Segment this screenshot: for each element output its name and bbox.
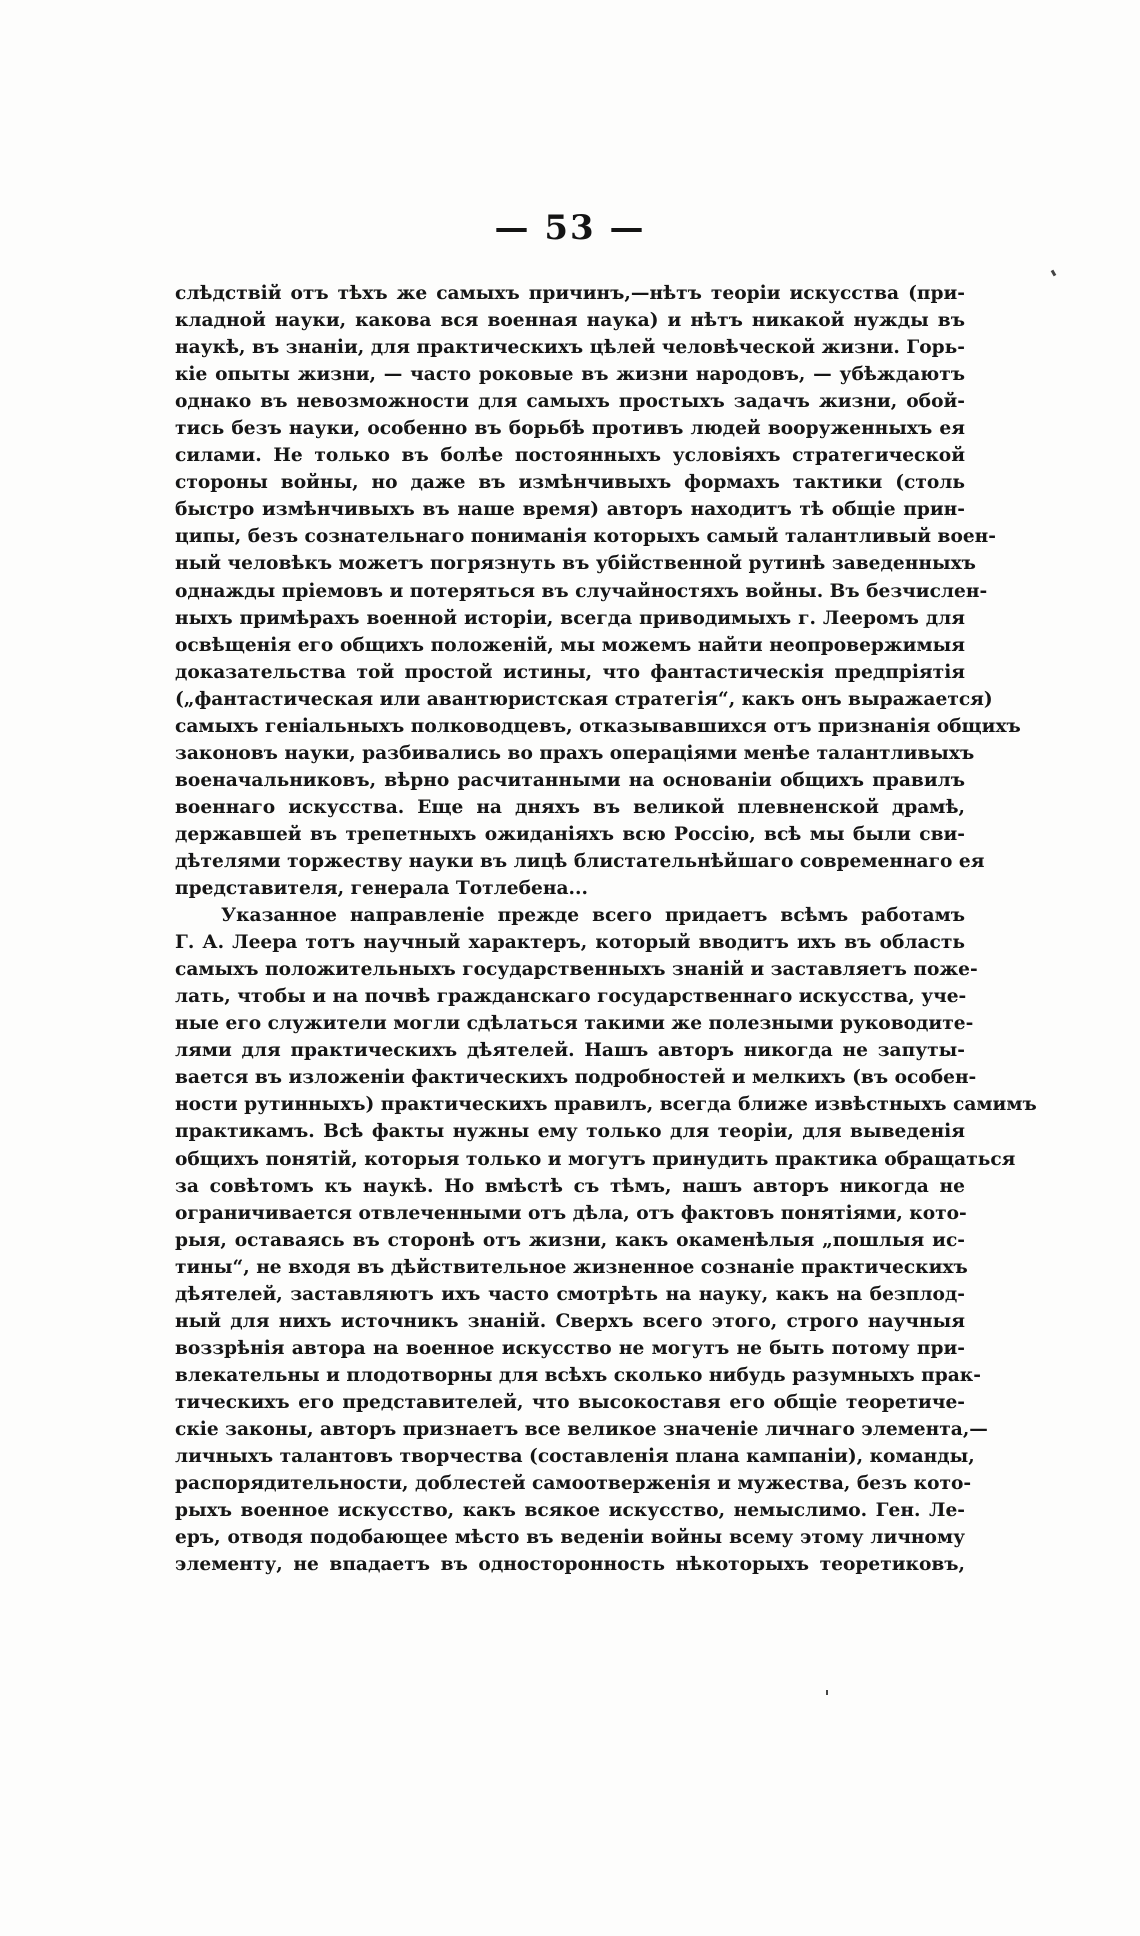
text-line: Г. А. Леера тотъ научный характеръ, который вводитъ ихъ въ область bbox=[175, 932, 965, 954]
text-line: воззрѣнія автора на военное искусство не могутъ не быть потому при- bbox=[175, 1337, 965, 1359]
text-line: ныхъ примѣрахъ военной исторіи, всегда приводимыхъ г. Лееромъ для bbox=[175, 607, 965, 629]
text-line: тись безъ науки, особенно въ борьбѣ противъ людей вооруженныхъ ея bbox=[175, 418, 965, 440]
text-line: силами. Не только въ болѣе постоянныхъ условіяхъ стратегической bbox=[175, 445, 965, 467]
text-line: („фантастическая или авантюристская стратегія“, какъ онъ выражается) bbox=[175, 688, 993, 710]
text-line: дѣтелями торжеству науки въ лицѣ блистательнѣйшаго современнаго ея bbox=[175, 850, 985, 872]
text-line: военнаго искусства. Еще на дняхъ въ великой плевненской драмѣ, bbox=[175, 796, 965, 818]
text-line: лать, чтобы и на почвѣ гражданскаго государственнаго искусства, уче- bbox=[175, 986, 967, 1008]
text-line: кіе опыты жизни, — часто роковые въ жизни народовъ, — убѣждаютъ bbox=[175, 364, 965, 386]
text-line: ности рутинныхъ) практическихъ правилъ, всегда ближе извѣстныхъ самимъ bbox=[175, 1094, 1037, 1116]
text-line: ный человѣкъ можетъ погрязнуть въ убійственной рутинѣ заведенныхъ bbox=[175, 553, 976, 575]
text-line: за совѣтомъ къ наукѣ. Но вмѣстѣ съ тѣмъ, нашъ авторъ никогда не bbox=[175, 1175, 965, 1197]
text-line: общихъ понятій, которыя только и могутъ принудить практика обращаться bbox=[175, 1148, 1016, 1170]
text-line: самыхъ положительныхъ государственныхъ знаній и заставляетъ поже- bbox=[175, 959, 978, 981]
scan-speck bbox=[1051, 270, 1057, 277]
text-line: доказательства той простой истины, что фантастическія предпріятія bbox=[175, 661, 965, 683]
text-line: однажды пріемовъ и потеряться въ случайностяхъ войны. Въ безчислен- bbox=[175, 580, 988, 602]
text-line: Указанное направленіе прежде всего придаетъ всѣмъ работамъ bbox=[221, 905, 965, 927]
text-line: державшей въ трепетныхъ ожиданіяхъ всю Россію, всѣ мы были сви- bbox=[175, 823, 965, 845]
text-line: однако въ невозможности для самыхъ простыхъ задачъ жизни, обой- bbox=[175, 391, 965, 413]
text-line: стороны войны, но даже въ измѣнчивыхъ формахъ тактики (столь bbox=[175, 472, 965, 494]
text-line: влекательны и плодотворны для всѣхъ сколько нибудь разумныхъ прак- bbox=[175, 1364, 981, 1386]
text-line: рыя, оставаясь въ сторонѣ отъ жизни, какъ окаменѣлыя „пошлыя ис- bbox=[175, 1229, 965, 1251]
text-line: ные его служители могли сдѣлаться такими же полезными руководите- bbox=[175, 1013, 974, 1035]
page-number: — 53 — bbox=[494, 208, 646, 248]
text-line: наукѣ, въ знаніи, для практическихъ цѣлей человѣческой жизни. Горь- bbox=[175, 337, 965, 359]
text-line: вается въ изложеніи фактическихъ подробностей и мелкихъ (въ особен- bbox=[175, 1067, 977, 1089]
text-line: ограничивается отвлеченными отъ дѣла, отъ фактовъ понятіями, кото- bbox=[175, 1202, 967, 1224]
text-line: быстро измѣнчивыхъ въ наше время) авторъ находитъ тѣ общіе прин- bbox=[175, 499, 965, 521]
text-line: скіе законы, авторъ признаетъ все великое значеніе личнаго элемента,— bbox=[175, 1418, 988, 1440]
text-line: законовъ науки, разбивались во прахъ операціями менѣе талантливыхъ bbox=[175, 742, 975, 764]
text-line: ципы, безъ сознательнаго пониманія которыхъ самый талантливый воен- bbox=[175, 526, 997, 548]
text-line: тическихъ его представителей, что высокоставя его общіе теоретиче- bbox=[175, 1391, 965, 1413]
text-line: тины“, не входя въ дѣйствительное жизненное сознаніе практическихъ bbox=[175, 1256, 968, 1278]
text-line: еръ, отводя подобающее мѣсто въ веденіи войны всему этому личному bbox=[175, 1527, 965, 1549]
text-line: практикамъ. Всѣ факты нужны ему только для теоріи, для выведенія bbox=[175, 1121, 965, 1143]
text-line: распорядительности, доблестей самоотверженія и мужества, безъ кото- bbox=[175, 1473, 972, 1495]
paragraph-2 bbox=[175, 902, 1037, 1578]
text-line: личныхъ талантовъ творчества (составленія плана кампаніи), команды, bbox=[175, 1446, 975, 1468]
text-line: кладной науки, какова вся военная наука) и нѣтъ никакой нужды въ bbox=[175, 310, 965, 332]
text-line: ный для нихъ источникъ знаній. Сверхъ всего этого, строго научныя bbox=[175, 1310, 965, 1332]
text-line: рыхъ военное искусство, какъ всякое искусство, немыслимо. Ген. Ле- bbox=[175, 1500, 965, 1522]
body-text bbox=[175, 280, 1037, 1578]
text-line: слѣдствій отъ тѣхъ же самыхъ причинъ,—нѣтъ теоріи искусства (при- bbox=[175, 283, 965, 304]
text-line: военачальниковъ, вѣрно расчитанными на основаніи общихъ правилъ bbox=[175, 769, 965, 791]
text-line: лями для практическихъ дѣятелей. Нашъ авторъ никогда не запуты- bbox=[175, 1040, 965, 1062]
text-line: элементу, не впадаетъ въ односторонность нѣкоторыхъ теоретиковъ, bbox=[175, 1554, 965, 1576]
text-line: представителя, генерала Тотлебена... bbox=[175, 878, 588, 900]
text-line: самыхъ геніальныхъ полководцевъ, отказывавшихся отъ признанія общихъ bbox=[175, 715, 1021, 737]
paragraph-1 bbox=[175, 280, 1021, 902]
text-line: освѣщенія его общихъ положеній, мы можемъ найти неопровержимыя bbox=[175, 634, 965, 656]
text-line: дѣятелей, заставляютъ ихъ часто смотрѣть на науку, какъ на безплод- bbox=[175, 1283, 965, 1305]
scan-speck bbox=[826, 1690, 828, 1695]
